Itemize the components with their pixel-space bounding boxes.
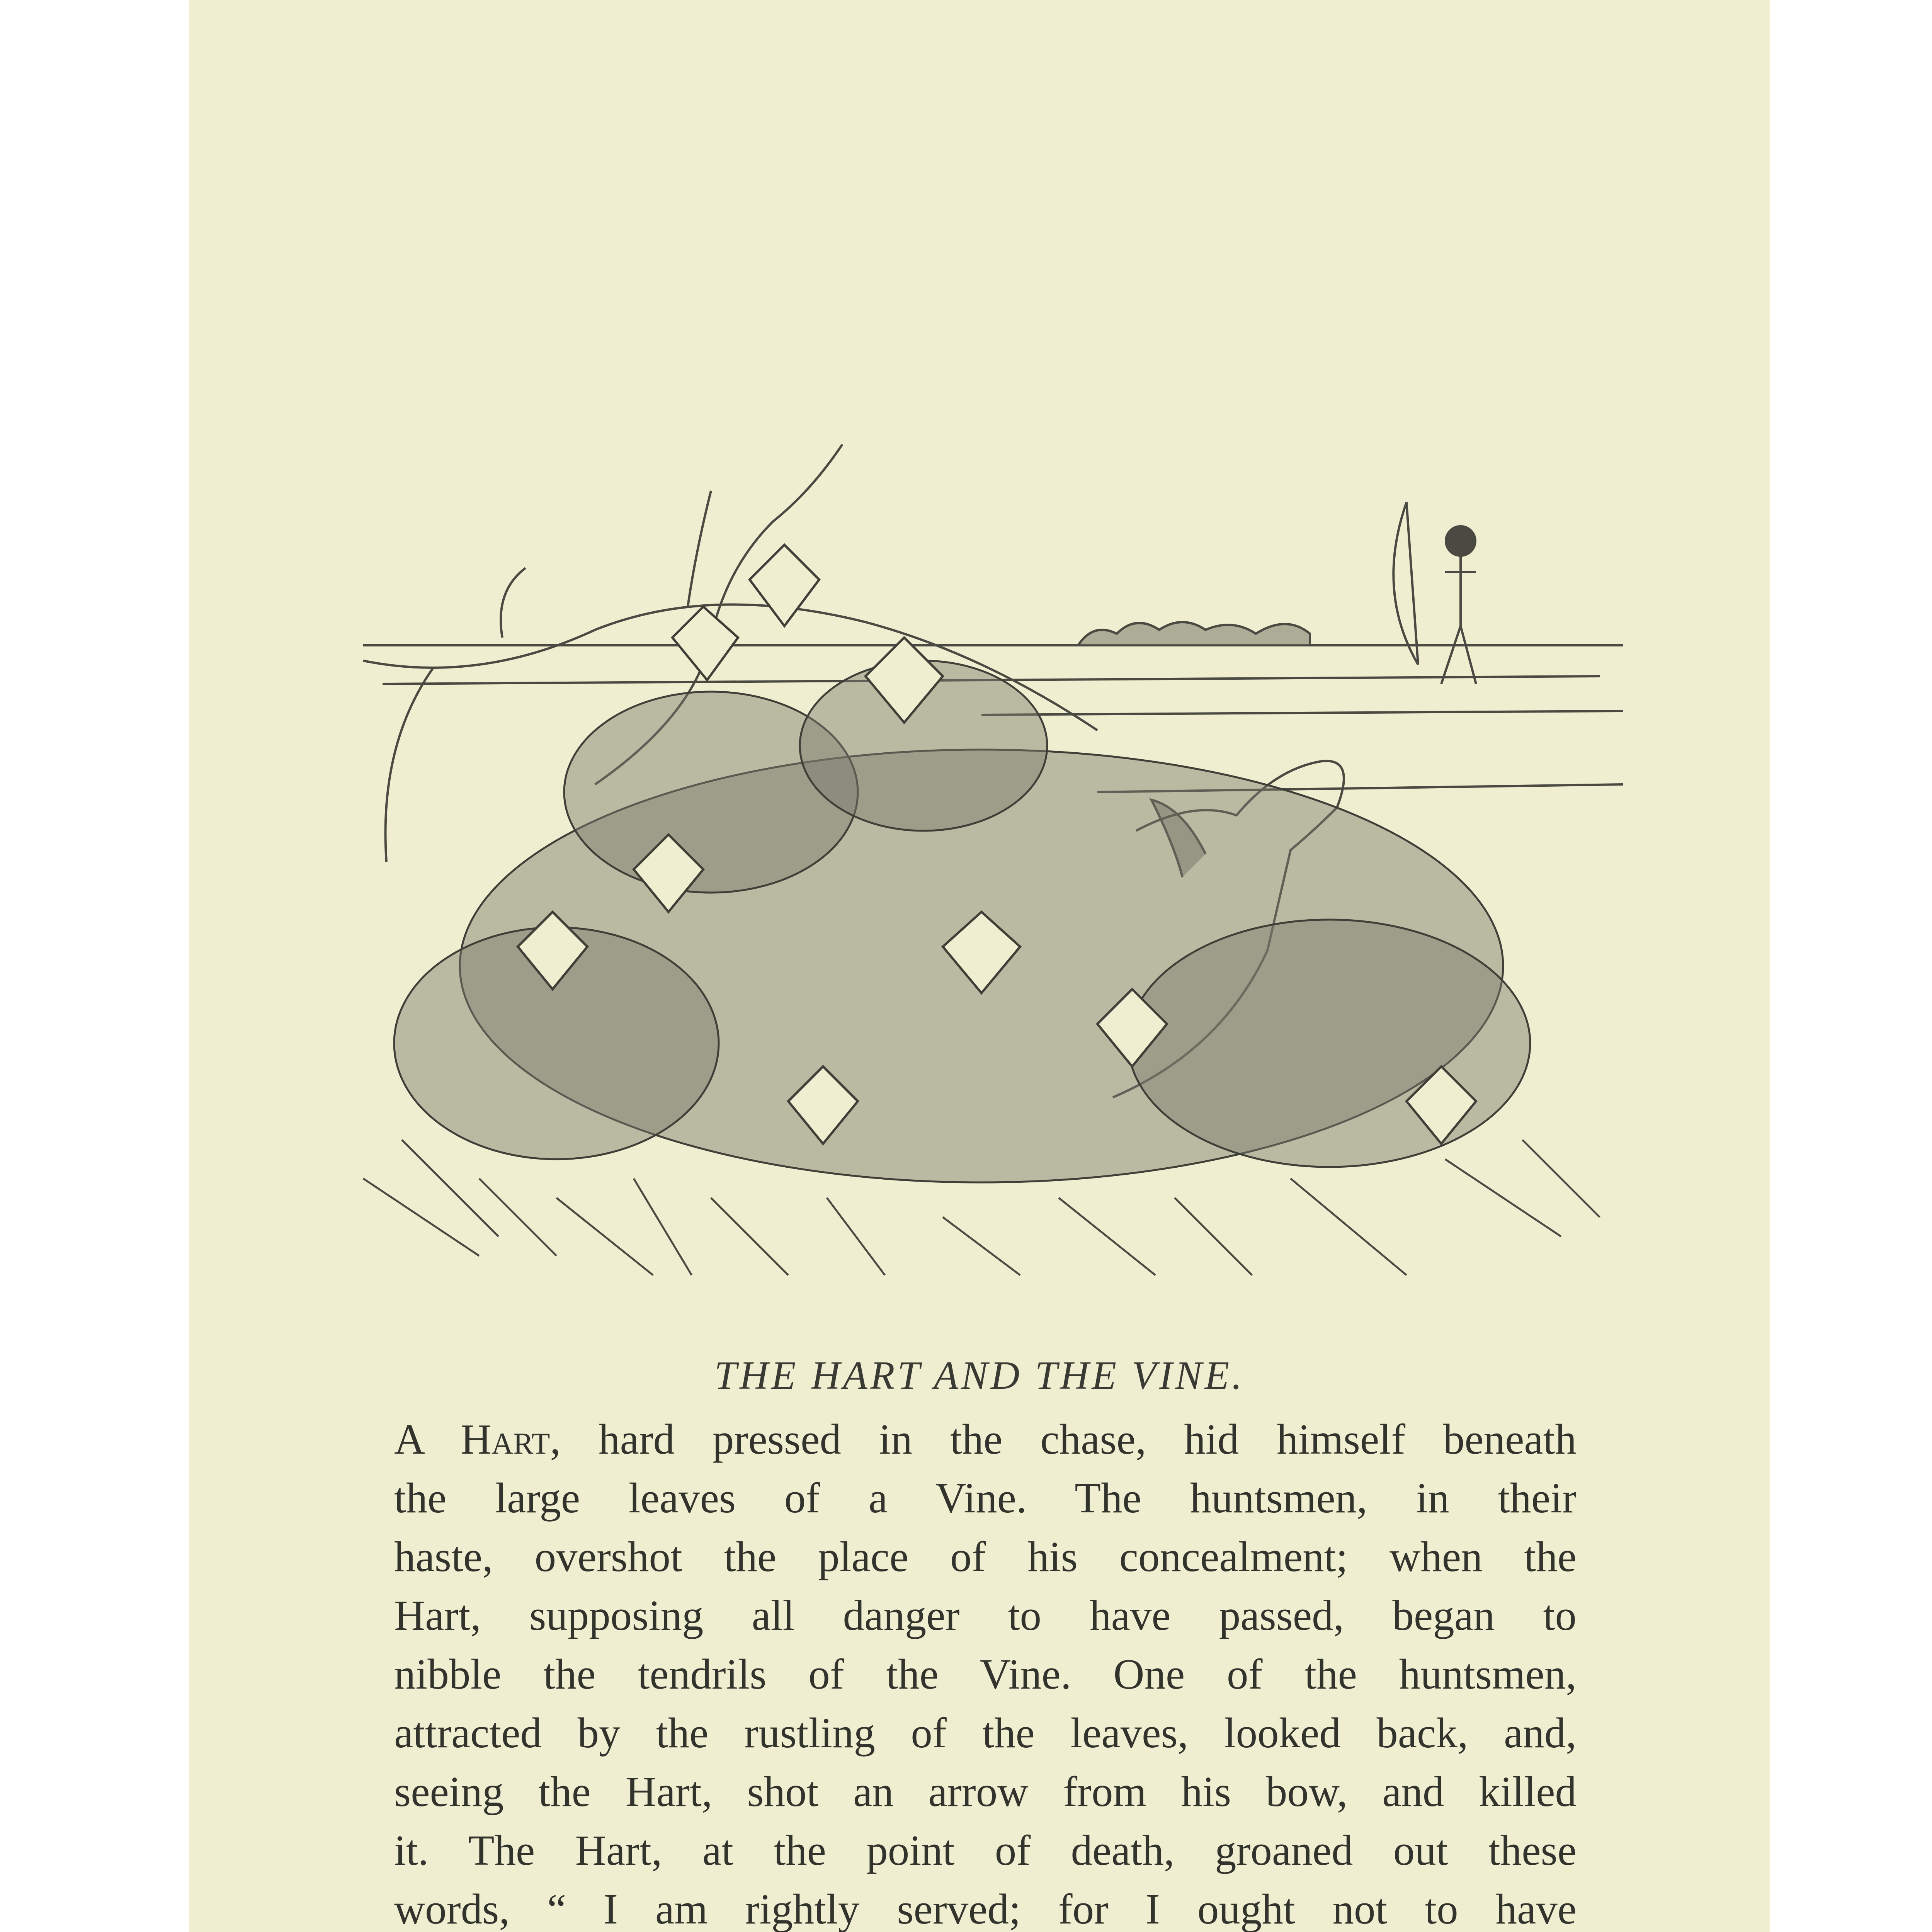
archer-figure [1393,502,1476,684]
text-line: words, “ I am rightly served; for I ought not to have [394,1886,1577,1932]
lead-small-caps: A Hart [394,1416,550,1463]
text-line: attracted by the rustling of the leaves, looked back, and, [394,1709,1577,1757]
fable-text-hart-and-vine [394,1410,1577,1932]
text-line: Hart, supposing all danger to have passed, began to [394,1592,1577,1639]
hart-and-vine-engraving [363,444,1623,1314]
text-line: A Hart, hard pressed in the chase, hid himself beneath [394,1416,1577,1463]
fable-title-hart-and-vine: THE HART AND THE VINE. [714,1353,1245,1398]
text-line: haste, overshot the place of his concealment; when the [394,1533,1577,1581]
text-line: it. The Hart, at the point of death, groaned out these [394,1827,1577,1874]
text-line: nibble the tendrils of the Vine. One of the huntsmen, [394,1651,1577,1698]
text-line: the large leaves of a Vine. The huntsmen, in their [394,1475,1577,1522]
text-line: seeing the Hart, shot an arrow from his bow, and killed [394,1768,1577,1816]
